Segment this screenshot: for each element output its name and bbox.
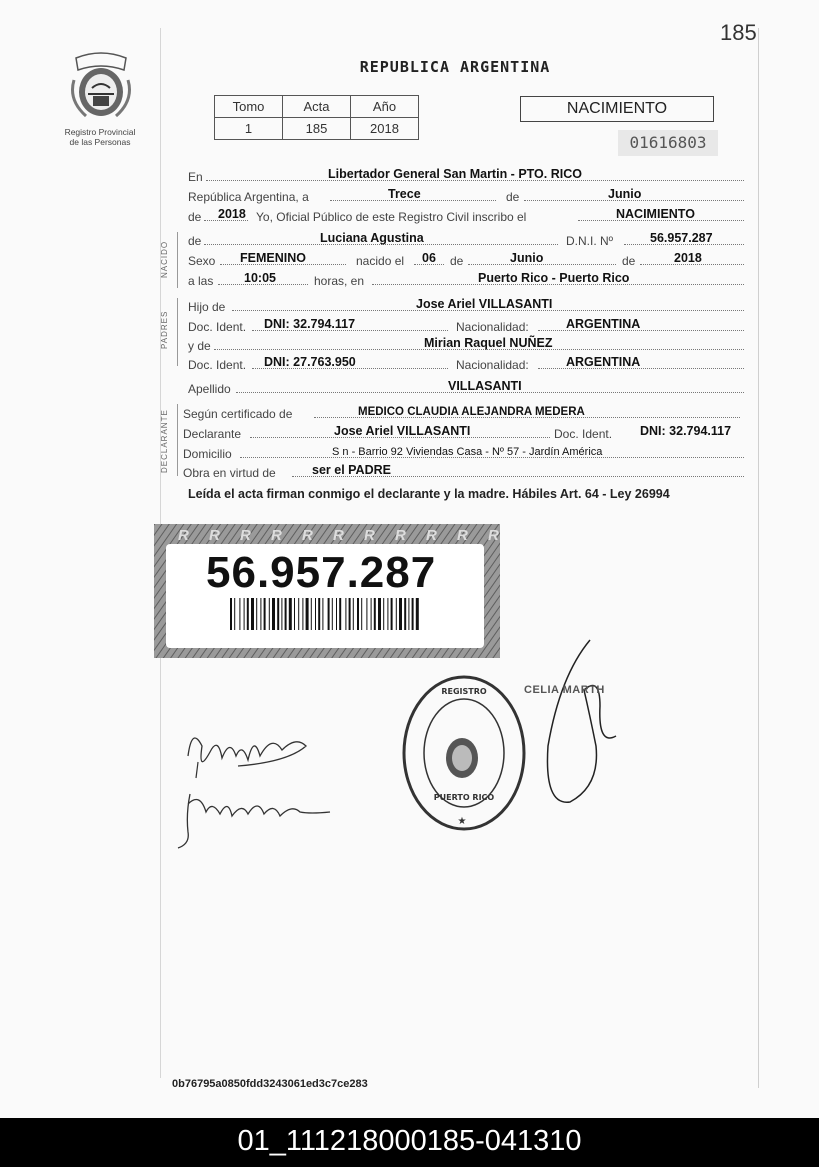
sticker-number: 56.957.287 (206, 548, 437, 597)
page-number: 185 (720, 20, 757, 45)
barcode-bar (391, 598, 393, 630)
barcode-bar (260, 598, 261, 630)
value-sexo: FEMENINO (240, 251, 306, 265)
barcode-bar (239, 598, 240, 630)
barcode-bar (332, 598, 333, 630)
barcode-bar (285, 598, 287, 630)
barcode-bar (251, 598, 254, 630)
barcode-bar (244, 598, 245, 630)
label-apellido: Apellido (188, 382, 231, 396)
row-lugar (188, 166, 744, 184)
value-anio: 2018 (218, 207, 246, 221)
label-hijo-de: Hijo de (188, 300, 226, 314)
sticker-letter: R (364, 527, 375, 544)
barcode-bar (322, 598, 323, 630)
sticker-letter: R (178, 527, 189, 544)
barcode-bar (378, 598, 381, 630)
header-anio: Año (351, 96, 419, 118)
label-obra: Obra en virtud de (183, 466, 276, 480)
value-certificado: MEDICO CLAUDIA ALEJANDRA MEDERA (358, 406, 585, 418)
label-declarante: Declarante (183, 427, 242, 441)
sticker-letter: R (271, 527, 282, 544)
barcode-bar (399, 598, 402, 630)
label-padre-nac: Nacionalidad: (456, 320, 529, 334)
barcode-bar (234, 598, 235, 630)
sticker-letter: R (333, 527, 344, 544)
label-dni: D.N.I. Nº (566, 234, 614, 248)
value-dia: Trece (388, 187, 421, 201)
stamp-inner-text: PUERTO RICO (433, 793, 495, 802)
sticker-letter: R (426, 527, 437, 544)
barcode-bar (345, 598, 346, 630)
section-declarante: DECLARANTE (160, 409, 169, 473)
row-obra (183, 462, 744, 480)
document-title: REPUBLICA ARGENTINA (359, 58, 551, 76)
barcode-bar (277, 598, 279, 630)
barcode-bar (315, 598, 316, 630)
sticker-letter: R (488, 527, 499, 544)
value-padre: Jose Ariel VILLASANTI (416, 297, 553, 311)
svg-text:★: ★ (457, 816, 467, 827)
value-acta: 185 (283, 118, 351, 140)
value-nac-dia: 06 (422, 251, 436, 265)
value-padre-doc: DNI: 32.794.117 (264, 317, 356, 331)
section-padres: PADRES (160, 310, 169, 350)
bracket-declarante (177, 404, 178, 476)
value-mes: Junio (608, 187, 642, 201)
label-nac-de1: de (450, 254, 464, 268)
barcode-bar (371, 598, 372, 630)
label-de: de (506, 190, 520, 204)
record-type-box: NACIMIENTO (520, 96, 714, 122)
footer-identifier: 01_111218000185-041310 (0, 1118, 819, 1167)
bracket-nacido (177, 232, 178, 288)
barcode-bar (306, 598, 309, 630)
value-obra: ser el PADRE (312, 463, 391, 477)
sticker-letter: R (457, 527, 468, 544)
document-hash: 0b76795a0850fdd3243061ed3c7ce283 (172, 1078, 368, 1090)
serial-number: 01616803 (618, 130, 718, 156)
dni-sticker (154, 524, 500, 658)
barcode-bar (412, 598, 414, 630)
value-apellido: VILLASANTI (448, 379, 522, 393)
value-nombre: Luciana Agustina (320, 231, 424, 245)
barcode (230, 598, 420, 632)
value-madre-nac: ARGENTINA (566, 355, 641, 369)
officer-stamp: CELIA MARTH (524, 684, 605, 696)
barcode-bar (302, 598, 303, 630)
label-sexo: Sexo (188, 254, 216, 268)
barcode-bar (289, 598, 292, 630)
value-padre-nac: ARGENTINA (566, 317, 641, 331)
barcode-bar (318, 598, 320, 630)
row-sexo (188, 250, 744, 268)
barcode-bar (256, 598, 257, 630)
value-domicilio: S n - Barrio 92 Viviendas Casa - Nº 57 - Jardín América (332, 446, 603, 458)
bracket-padres (177, 298, 178, 366)
value-madre-doc: DNI: 27.763.950 (264, 355, 356, 369)
label-madre-doc: Doc. Ident. (188, 358, 247, 372)
section-nacido: NACIDO (160, 240, 169, 278)
value-nac-mes: Junio (510, 251, 544, 265)
barcode-bar (416, 598, 419, 630)
barcode-bar (272, 598, 275, 630)
barcode-bar (339, 598, 341, 630)
barcode-bar (353, 598, 354, 630)
label-padre-doc: Doc. Ident. (188, 320, 247, 334)
barcode-bar (230, 598, 232, 630)
barcode-bar (311, 598, 312, 630)
barcode-bar (264, 598, 266, 630)
barcode-bar (374, 598, 376, 630)
row-inscripcion (188, 206, 744, 224)
row-nombre (188, 230, 744, 248)
value-hora: 10:05 (244, 271, 276, 285)
sticker-letter: R (302, 527, 313, 544)
row-padre (188, 296, 744, 314)
row-apellido (188, 378, 744, 396)
label-en: En (188, 170, 203, 184)
provincial-crest-logo (66, 50, 136, 122)
barcode-bar (281, 598, 282, 630)
value-dni: 56.957.287 (650, 231, 713, 245)
row-fecha (188, 186, 744, 204)
crest-caption (50, 127, 150, 147)
value-nac-anio: 2018 (674, 251, 702, 265)
label-domicilio: Domicilio (183, 447, 232, 461)
sticker-letter: R (395, 527, 406, 544)
row-declarante (183, 423, 744, 441)
barcode-bar (357, 598, 359, 630)
row-madre (188, 335, 744, 353)
row-certificado (183, 403, 744, 421)
barcode-bar (361, 598, 362, 630)
label-oficial: Yo, Oficial Público de este Registro Civil inscribo el (256, 210, 527, 224)
row-padre-doc (188, 316, 744, 334)
value-lugar: Libertador General San Martin - PTO. RICO (328, 167, 582, 181)
crest-caption-line1: Registro Provincial (64, 127, 136, 137)
label-republica: República Argentina, a (188, 190, 309, 204)
label-y-de: y de (188, 339, 211, 353)
barcode-bar (298, 598, 299, 630)
barcode-bar (269, 598, 270, 630)
margin-line-right (758, 28, 759, 1088)
label-nombre: de (188, 234, 202, 248)
label-nac-de2: de (622, 254, 636, 268)
svg-text:REGISTRO: REGISTRO (441, 687, 487, 696)
label-decl-doc: Doc. Ident. (554, 427, 613, 441)
barcode-bar (336, 598, 337, 630)
signature-oficial (540, 636, 630, 816)
sticker-letter: R (240, 527, 251, 544)
label-madre-nac: Nacionalidad: (456, 358, 529, 372)
barcode-bar (294, 598, 295, 630)
label-horas-en: horas, en (314, 274, 365, 288)
value-anio: 2018 (351, 118, 419, 140)
barcode-bar (247, 598, 249, 630)
label-nacido-el: nacido el (356, 254, 405, 268)
value-tomo: 1 (215, 118, 283, 140)
signature-madre (160, 784, 340, 854)
value-decl-doc: DNI: 32.794.117 (640, 424, 732, 438)
barcode-bar (366, 598, 367, 630)
crest-caption-line2: de las Personas (69, 137, 131, 147)
header-tomo: Tomo (215, 96, 283, 118)
label-de-anio: de (188, 210, 202, 224)
barcode-bar (349, 598, 351, 630)
barcode-bar (328, 598, 330, 630)
label-certificado: Según certificado de (183, 407, 293, 421)
round-seal-stamp (400, 672, 528, 834)
barcode-bar (396, 598, 397, 630)
signature-declarante (178, 716, 318, 786)
barcode-bar (408, 598, 409, 630)
barcode-bar (387, 598, 388, 630)
row-domicilio (183, 443, 744, 461)
barcode-bar (404, 598, 406, 630)
value-declarante: Jose Ariel VILLASANTI (334, 424, 471, 438)
record-table (214, 95, 419, 140)
closing-note: Leída el acta firman conmigo el declarante y la madre. Hábiles Art. 64 - Ley 26994 (188, 487, 670, 501)
value-inscripcion: NACIMIENTO (616, 207, 695, 221)
sticker-letter: R (209, 527, 220, 544)
barcode-bar (383, 598, 384, 630)
value-madre: Mirian Raquel NUÑEZ (424, 336, 553, 350)
row-madre-doc (188, 354, 744, 372)
value-lugar-nac: Puerto Rico - Puerto Rico (478, 271, 630, 285)
header-acta: Acta (283, 96, 351, 118)
label-a-las: a las (188, 274, 214, 288)
row-hora (188, 270, 744, 288)
